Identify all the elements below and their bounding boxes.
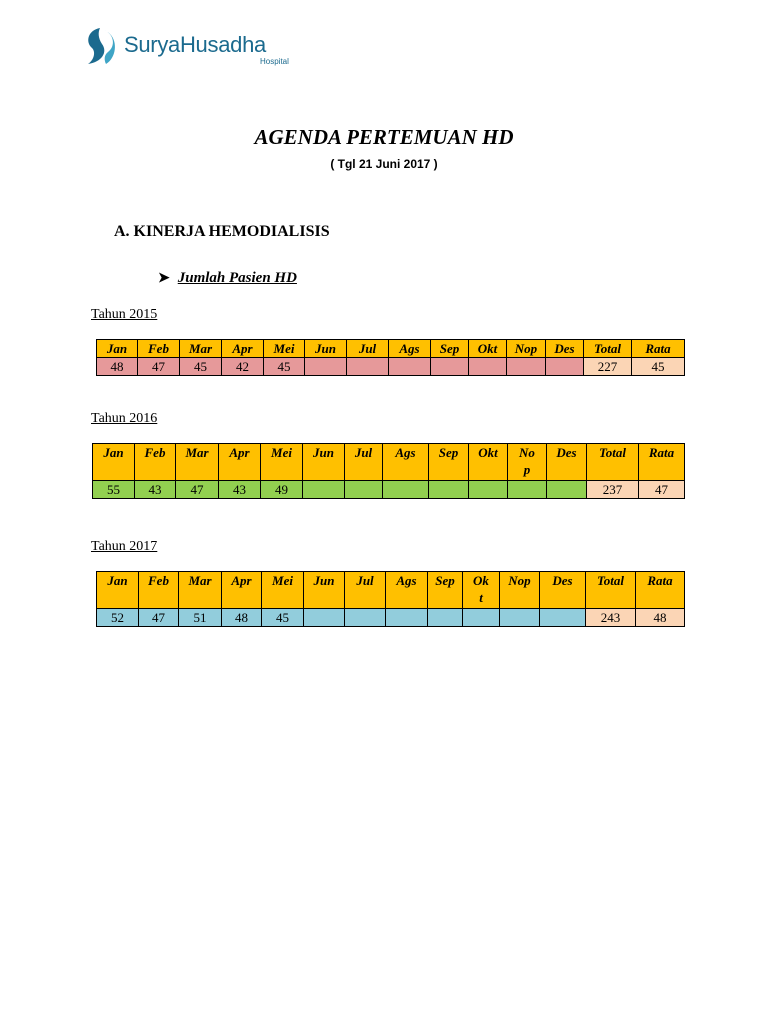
hospital-logo xyxy=(84,24,304,72)
month-value-cell xyxy=(304,609,345,627)
bullet-text: Jumlah Pasien HD xyxy=(177,270,297,286)
header-cell: Jul xyxy=(345,444,383,481)
header-cell: Feb xyxy=(135,444,176,481)
header-cell: No p xyxy=(508,444,547,481)
month-value-cell: 55 xyxy=(93,481,135,499)
header-cell: Sep xyxy=(431,340,469,358)
month-value-cell: 47 xyxy=(176,481,219,499)
header-cell: Total xyxy=(587,444,639,481)
month-value-cell: 52 xyxy=(97,609,139,627)
month-value-cell xyxy=(431,358,469,376)
header-cell: Apr xyxy=(222,572,262,609)
month-value-cell: 43 xyxy=(135,481,176,499)
section-heading: A. KINERJA HEMODIALISIS xyxy=(114,223,330,240)
header-cell: Total xyxy=(586,572,636,609)
header-cell: Jan xyxy=(93,444,135,481)
month-value-cell: 45 xyxy=(264,358,305,376)
meeting-date: ( Tgl 21 Juni 2017 ) xyxy=(330,157,438,171)
header-cell: Mei xyxy=(264,340,305,358)
header-cell: Mar xyxy=(180,340,222,358)
month-value-cell xyxy=(469,481,508,499)
logo-sub-text: Hospital xyxy=(260,57,289,66)
month-value-cell xyxy=(469,358,507,376)
month-value-cell xyxy=(305,358,347,376)
month-value-cell xyxy=(500,609,540,627)
year-label-2017: Tahun 2017 xyxy=(91,539,158,554)
month-value-cell xyxy=(547,481,587,499)
header-cell: Jun xyxy=(305,340,347,358)
arrow-bullet-icon: ➤ xyxy=(158,271,170,286)
month-value-cell xyxy=(546,358,584,376)
average-cell: 47 xyxy=(639,481,685,499)
logo-mark-icon xyxy=(84,26,118,66)
header-cell: Mei xyxy=(261,444,303,481)
table-header-row xyxy=(93,444,685,481)
header-cell: Jun xyxy=(304,572,345,609)
month-value-cell xyxy=(508,481,547,499)
month-value-cell xyxy=(383,481,429,499)
header-cell: Jun xyxy=(303,444,345,481)
header-cell: Jan xyxy=(97,572,139,609)
header-cell: Sep xyxy=(428,572,463,609)
month-value-cell: 48 xyxy=(97,358,138,376)
month-value-cell xyxy=(345,481,383,499)
header-cell: Feb xyxy=(139,572,179,609)
month-value-cell xyxy=(507,358,546,376)
month-value-cell xyxy=(540,609,586,627)
header-cell: Ags xyxy=(386,572,428,609)
bullet-item xyxy=(158,270,297,287)
header-cell: Apr xyxy=(219,444,261,481)
month-value-cell: 45 xyxy=(262,609,304,627)
average-cell: 48 xyxy=(636,609,685,627)
month-value-cell xyxy=(347,358,389,376)
month-value-cell: 48 xyxy=(222,609,262,627)
header-cell: Rata xyxy=(639,444,685,481)
month-value-cell xyxy=(463,609,500,627)
month-value-cell xyxy=(386,609,428,627)
table-header-row xyxy=(97,340,685,358)
header-cell: Okt xyxy=(469,444,508,481)
header-cell: Nop xyxy=(500,572,540,609)
header-cell: Ags xyxy=(389,340,431,358)
month-value-cell: 47 xyxy=(139,609,179,627)
header-cell: Rata xyxy=(636,572,685,609)
header-cell: Jan xyxy=(97,340,138,358)
total-cell: 237 xyxy=(587,481,639,499)
table-header-row xyxy=(97,572,685,609)
total-cell: 243 xyxy=(586,609,636,627)
month-value-cell: 51 xyxy=(179,609,222,627)
header-cell: Total xyxy=(584,340,632,358)
header-cell: Rata xyxy=(632,340,685,358)
patient-table-2016 xyxy=(92,443,685,499)
table-value-row xyxy=(97,358,685,376)
table-value-row xyxy=(93,481,685,499)
month-value-cell xyxy=(345,609,386,627)
header-cell: Sep xyxy=(429,444,469,481)
header-cell: Des xyxy=(547,444,587,481)
header-cell: Nop xyxy=(507,340,546,358)
year-label-2015: Tahun 2015 xyxy=(91,307,158,322)
month-value-cell xyxy=(389,358,431,376)
header-cell: Feb xyxy=(138,340,180,358)
month-value-cell xyxy=(428,609,463,627)
average-cell: 45 xyxy=(632,358,685,376)
month-value-cell: 47 xyxy=(138,358,180,376)
header-cell: Mar xyxy=(179,572,222,609)
header-cell: Mei xyxy=(262,572,304,609)
header-cell: Jul xyxy=(345,572,386,609)
header-cell: Ags xyxy=(383,444,429,481)
header-cell: Mar xyxy=(176,444,219,481)
patient-table-2015 xyxy=(96,339,685,376)
month-value-cell: 42 xyxy=(222,358,264,376)
header-cell: Ok t xyxy=(463,572,500,609)
page-title: AGENDA PERTEMUAN HD xyxy=(254,125,514,149)
logo-brand-text: SuryaHusadha xyxy=(124,32,266,57)
table-value-row xyxy=(97,609,685,627)
year-label-2016: Tahun 2016 xyxy=(91,411,158,426)
total-cell: 227 xyxy=(584,358,632,376)
patient-table-2017 xyxy=(96,571,685,627)
header-cell: Des xyxy=(540,572,586,609)
header-cell: Des xyxy=(546,340,584,358)
header-cell: Jul xyxy=(347,340,389,358)
month-value-cell xyxy=(303,481,345,499)
header-cell: Okt xyxy=(469,340,507,358)
month-value-cell: 49 xyxy=(261,481,303,499)
header-cell: Apr xyxy=(222,340,264,358)
month-value-cell xyxy=(429,481,469,499)
month-value-cell: 45 xyxy=(180,358,222,376)
month-value-cell: 43 xyxy=(219,481,261,499)
